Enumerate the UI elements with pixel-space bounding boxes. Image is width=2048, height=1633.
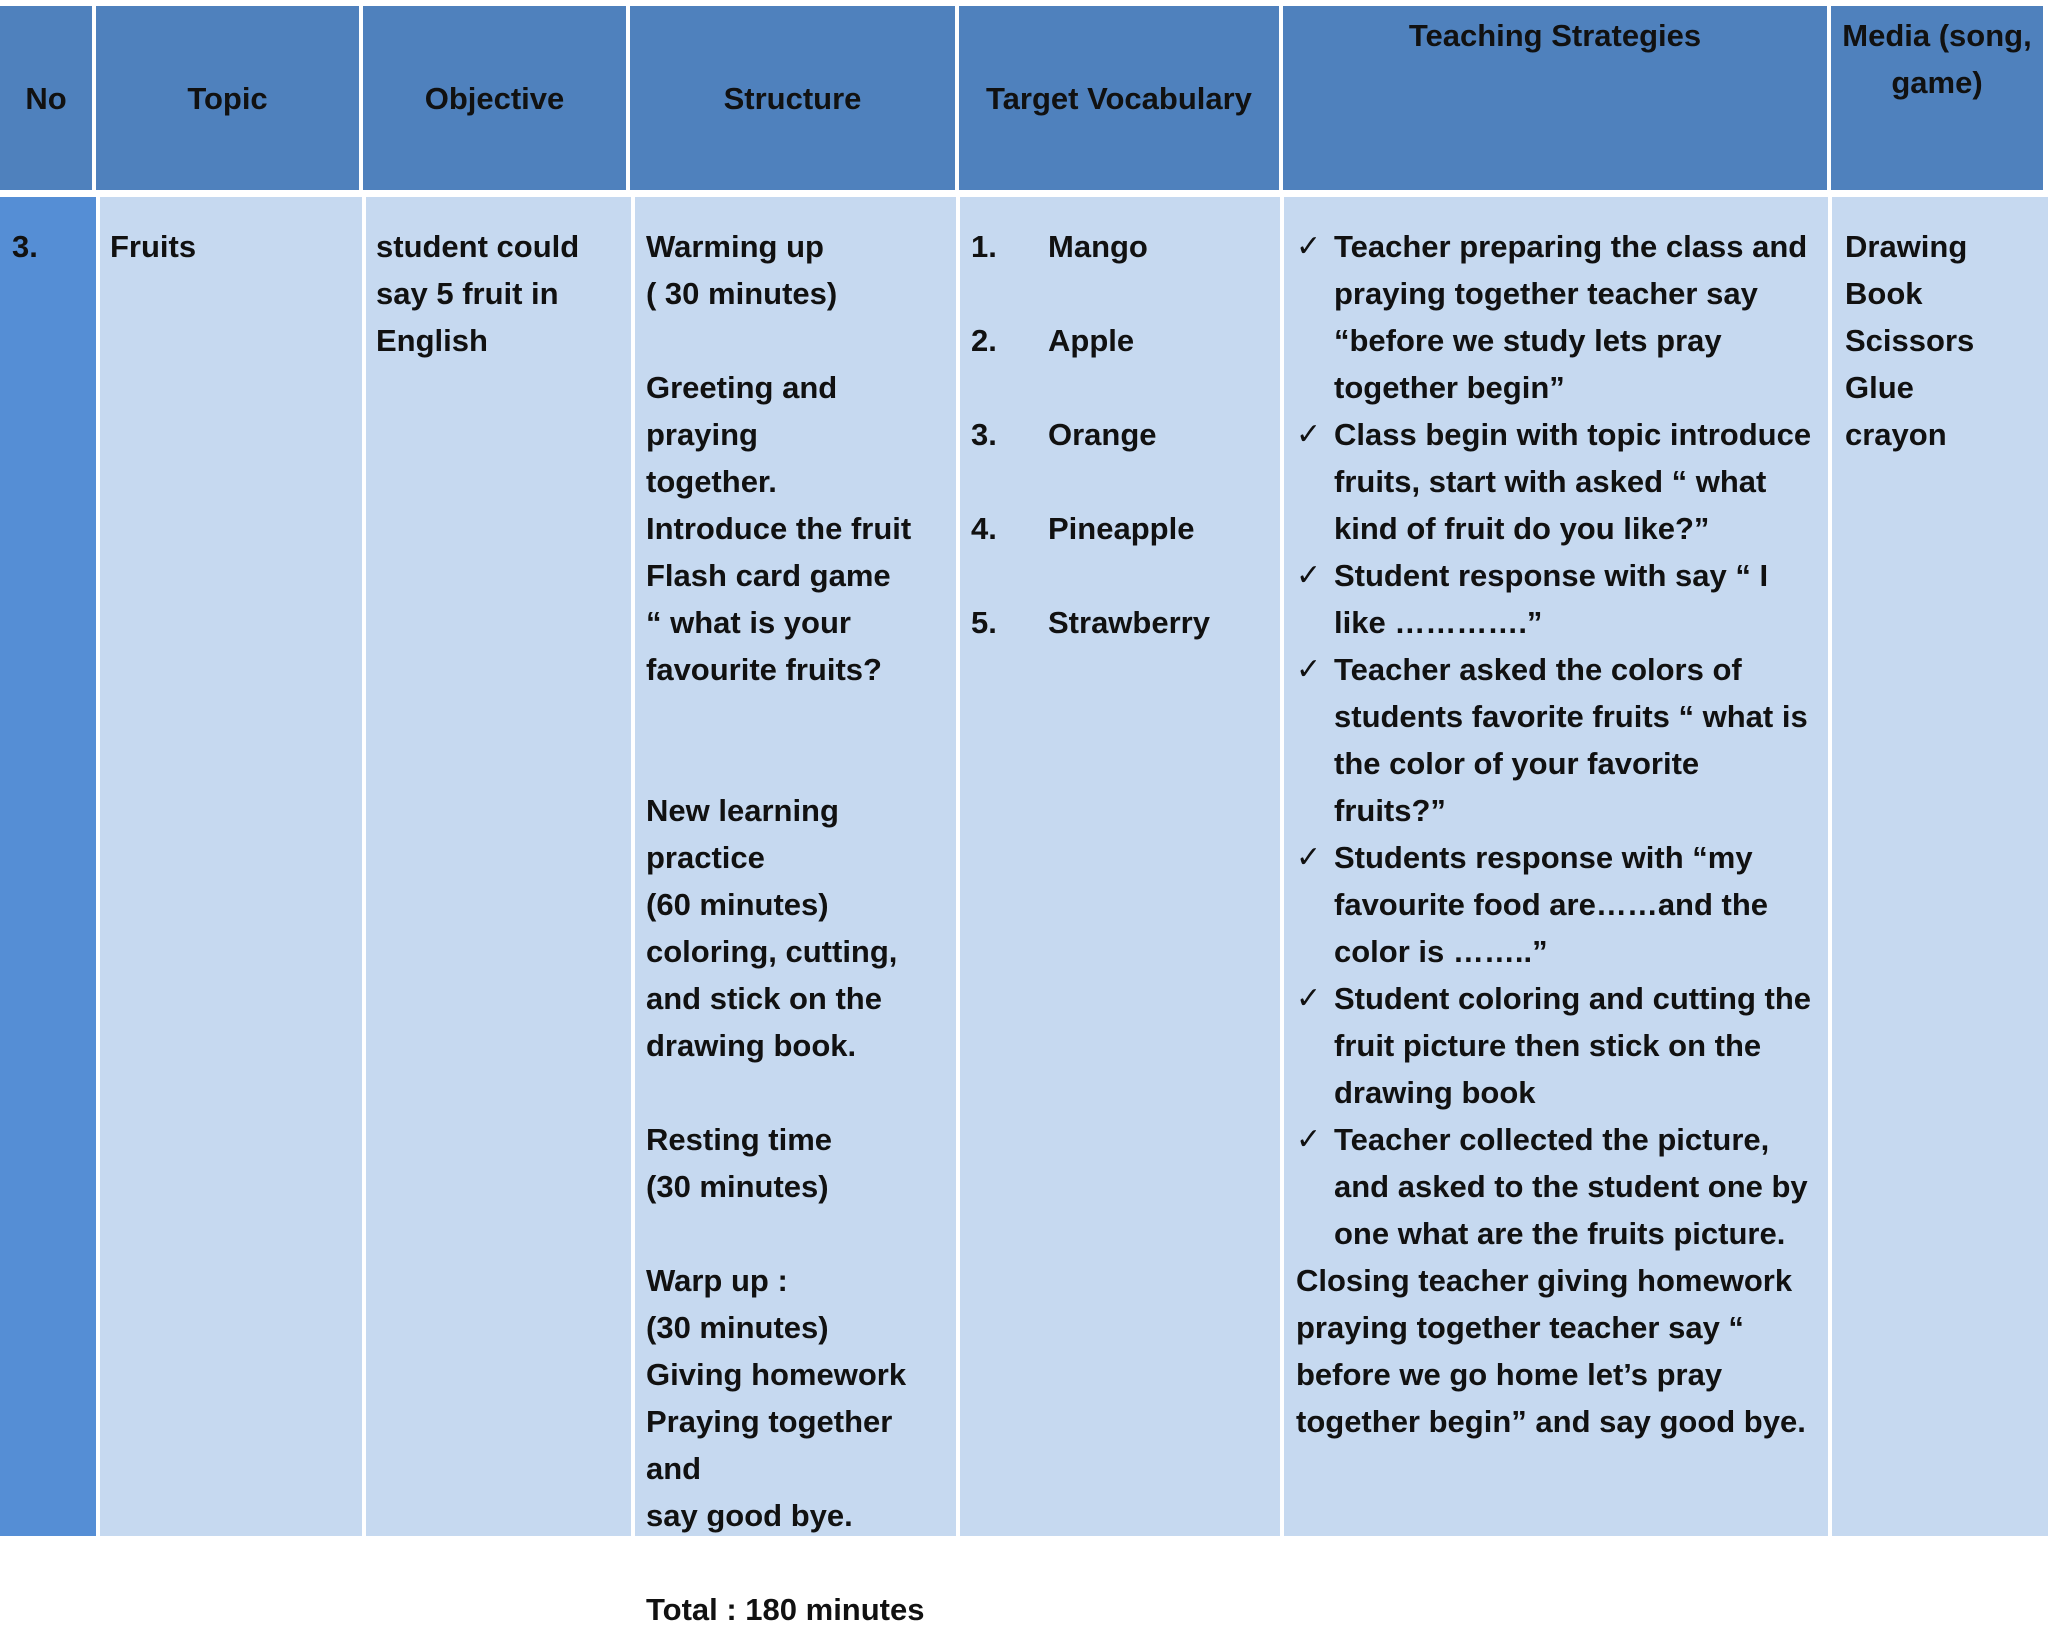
checkmark-icon: ✓ [1296,981,1322,1016]
header-media [1831,6,2043,190]
row-number: 3. [12,229,38,264]
header-strategies-label: Teaching Strategies [1408,18,1702,53]
structure-greeting: Greeting and praying together. Introduce the fruit Flash card game “ what is your favourite fruits? [646,370,912,687]
checkmark-icon: ✓ [1296,652,1322,687]
vocabulary-number: 2. [971,323,997,358]
strategy-text: Students response with “my favourite food are……and the color is ……..” [1334,840,1769,969]
checkmark-icon: ✓ [1296,417,1322,452]
objective-text: student could say 5 fruit in English [376,229,580,358]
header-no [0,6,92,190]
vocabulary-word: Apple [1048,323,1135,358]
checkmark-icon: ✓ [1296,840,1322,875]
vocabulary-item [971,223,1280,270]
vocabulary-number: 4. [971,511,997,546]
cell-topic [100,197,362,1536]
header-media-label: Media (song, game) [1842,18,2032,100]
vocabulary-item [971,317,1280,364]
vocabulary-number: 5. [971,605,997,640]
media-text: Drawing Book Scissors Glue crayon [1845,229,1975,452]
vocabulary-list [971,223,1280,646]
strategy-item [1296,834,1818,975]
strategy-item [1296,646,1818,834]
strategy-closing: Closing teacher giving homework praying together teacher say “ before we go home let’s pray together begin” and say good bye. [1296,1263,1806,1439]
strategy-text: Student response with say “ I like ………….” [1334,558,1769,640]
vocabulary-item [971,599,1280,646]
checkmark-icon: ✓ [1296,229,1322,264]
header-structure [630,6,955,190]
vocabulary-item [971,411,1280,458]
header-objective-label: Objective [424,80,565,116]
strategy-text: Class begin with topic introduce fruits, start with asked “ what kind of fruit do you like?” [1334,417,1812,546]
vocabulary-word: Pineapple [1048,511,1195,546]
cell-vocabulary [960,197,1280,1536]
vocabulary-word: Orange [1048,417,1157,452]
cell-objective [366,197,631,1536]
checkmark-icon: ✓ [1296,558,1322,593]
strategy-text: Teacher asked the colors of students favorite fruits “ what is the color of your favorite fruits?” [1334,652,1808,828]
strategy-text: Teacher collected the picture, and asked to the student one by one what are the fruits picture. [1334,1122,1808,1251]
vocabulary-item [971,505,1280,552]
header-topic-label: Topic [187,80,268,116]
strategy-item [1296,411,1818,552]
topic-text: Fruits [110,229,197,264]
strategy-item [1296,1116,1818,1257]
header-vocabulary [959,6,1279,190]
cell-strategies [1284,197,1828,1536]
structure-warming-up: Warming up ( 30 minutes) [646,229,838,311]
header-no-label: No [25,80,67,116]
vocabulary-number: 1. [971,229,997,264]
strategy-item [1296,552,1818,646]
vocabulary-word: Mango [1048,229,1148,264]
structure-resting: Resting time (30 minutes) [646,1122,833,1204]
cell-media [1832,197,2048,1536]
header-strategies [1283,6,1827,190]
checkmark-icon: ✓ [1296,1122,1322,1157]
cell-no [0,197,96,1536]
strategy-list [1296,223,1818,1257]
header-objective [363,6,626,190]
header-structure-label: Structure [723,80,862,116]
header-topic [96,6,359,190]
strategy-item [1296,223,1818,411]
structure-new-learning: New learning practice (60 minutes) coloring, cutting, and stick on the drawing book. [646,793,898,1063]
strategy-item [1296,975,1818,1116]
strategy-text: Student coloring and cutting the fruit picture then stick on the drawing book [1334,981,1812,1110]
vocabulary-number: 3. [971,417,997,452]
vocabulary-word: Strawberry [1048,605,1210,640]
structure-warp-up: Warp up : (30 minutes) Giving homework Praying together and say good bye. [646,1263,907,1533]
cell-structure [635,197,956,1627]
strategy-text: Teacher preparing the class and praying together teacher say “before we study lets pray together begin” [1334,229,1808,405]
header-vocabulary-label: Target Vocabulary [986,80,1252,116]
structure-total: Total : 180 minutes [646,1592,925,1627]
